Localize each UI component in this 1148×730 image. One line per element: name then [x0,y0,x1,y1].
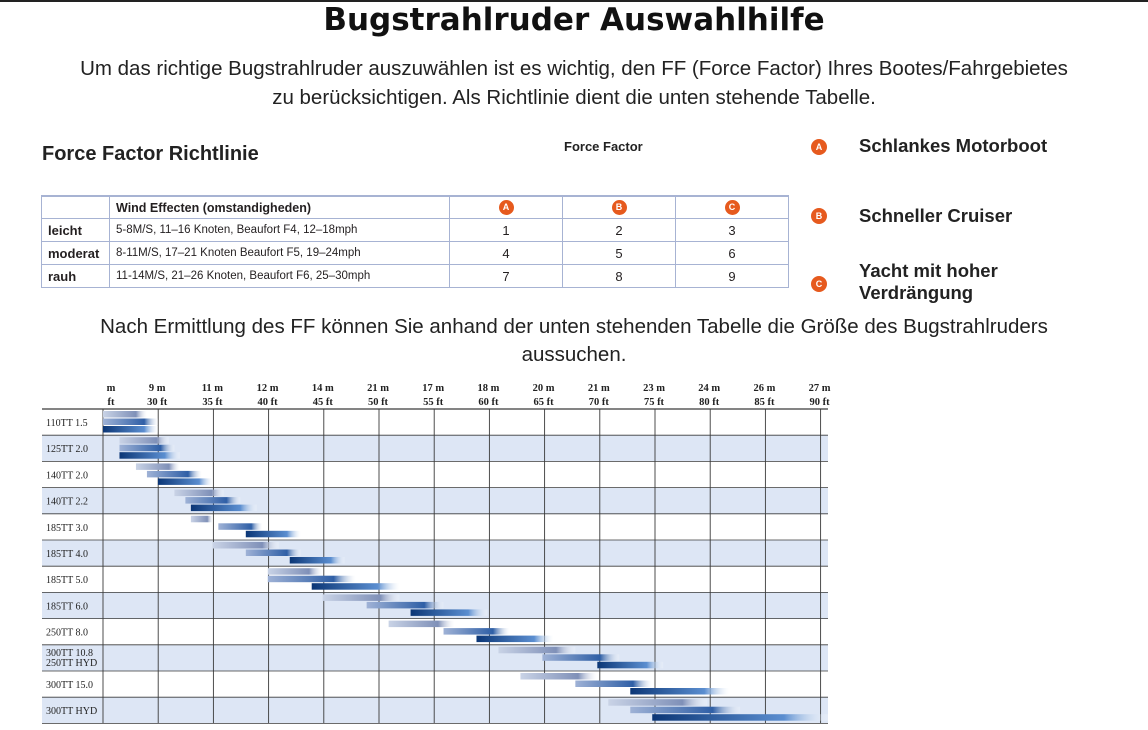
row-label: 185TT 6.0 [46,601,89,613]
row-label: 185TT 5.0 [46,575,89,587]
row-label: 125TT 2.0 [46,444,89,456]
column-header-ft: 30 ft [147,397,168,408]
ff-level: rauh [42,265,110,288]
column-header-ft: 40 ft [257,397,278,408]
column-header-ft: 45 ft [312,397,333,408]
range-bar [103,426,158,433]
range-bar [119,437,168,444]
row-label: 140TT 2.0 [46,470,89,482]
instructions-line-2: aussuchen. [521,343,627,366]
ff-value-b: 8 [563,265,676,288]
range-bar [608,699,707,706]
ff-value-a: 4 [450,242,563,265]
range-bar [630,688,729,695]
instructions-line-1: Nach Ermittlung des FF können Sie anhand der unten stehenden Tabelle die Größe des Bugstrahlruders [100,315,1048,338]
range-bar [246,550,301,557]
range-bar [246,531,301,538]
row-label: 110TT 1.5 [46,418,88,429]
column-header-m: 12 m [256,383,279,394]
ff-header-wind: Wind Effecten (omstandigheden) [110,196,450,219]
column-header-m: 23 m [643,383,665,394]
range-bar [389,621,455,628]
column-header-ft: 85 ft [754,397,775,408]
row-label: 300TT 15.0 [46,680,94,691]
intro-line-2: zu berücksichtigen. Als Richtlinie dient die unten stehende Tabelle. [272,86,876,109]
badge-b-icon: B [811,208,827,224]
range-bar [575,681,652,688]
range-bar [312,583,400,590]
row-label: 250TT HYD [46,657,98,669]
range-bar [630,707,740,714]
range-bar [542,654,619,661]
ff-value-c: 6 [676,242,789,265]
range-bar [498,647,575,654]
range-bar [476,636,553,643]
row-label: 250TT 8.0 [46,627,89,639]
range-bar [191,505,257,512]
ff-wind: 5-8M/S, 11–16 Knoten, Beaufort F4, 12–18mph [110,219,450,242]
row-label: 140TT 2.2 [46,496,89,508]
range-bar [520,673,597,680]
range-bar [185,497,240,504]
column-header-m: 18 m [477,383,500,394]
range-bar [268,568,323,575]
ff-value-b: 5 [563,242,676,265]
column-header-m: 27 m [808,383,831,394]
column-header-ft: 90 ft [809,397,830,408]
range-bar [652,714,828,721]
legend-label-a: Schlankes Motorboot [859,135,1048,156]
ff-value-a: 1 [450,219,563,242]
row-label: 185TT 4.0 [46,549,89,560]
badge-a-icon: A [811,139,827,155]
range-bar [597,662,663,669]
range-bar [191,516,213,523]
range-bar [103,411,147,418]
column-header-m: 9 m [148,383,166,394]
page-title: Bugstrahlruder Auswahlhilfe [323,2,825,38]
column-header-ft: 70 ft [588,397,609,408]
range-bar [174,490,223,497]
range-bar [268,576,356,583]
force-factor-label: Force Factor [564,139,643,154]
range-bar [444,628,510,635]
row-label: 300TT HYD [46,706,98,718]
column-header-m: 14 m [311,383,334,394]
badge-c-icon: C [725,200,740,215]
range-bar [213,542,279,549]
badge-c-icon: C [811,276,827,292]
column-header-m: 20 m [532,383,555,394]
row-label: 300TT 10.8 [46,647,94,659]
legend-label-b: Schneller Cruiser [859,205,1013,226]
ff-value-b: 2 [563,219,676,242]
ff-value-c: 9 [676,265,789,288]
range-bar [290,557,345,564]
ff-wind: 8-11M/S, 17–21 Knoten Beaufort F5, 19–24mph [110,242,450,265]
column-header-ft: ft [107,397,115,408]
ff-level: leicht [42,219,110,242]
column-header-ft: 60 ft [478,397,499,408]
range-bar [323,594,400,601]
legend-label-c: Yacht mit hoher Verdrängung [859,260,998,303]
column-header-ft: 80 ft [699,397,720,408]
column-header-m: m [106,383,116,394]
intro-line-1: Um das richtige Bugstrahlruder auszuwählen ist es wichtig, den FF (Force Factor) Ihres Bootes/Fahrgebietes [80,57,1068,80]
column-header-ft: 55 ft [423,397,444,408]
badge-a-icon: A [499,200,514,215]
column-header-ft: 50 ft [367,397,389,408]
column-header-ft: 75 ft [643,397,665,408]
ff-level: moderat [42,242,110,265]
ff-value-a: 7 [450,265,563,288]
range-bar [119,445,174,452]
force-factor-title: Force Factor Richtlinie [42,143,259,165]
column-header-m: 17 m [422,383,445,394]
range-bar [103,419,158,426]
range-bar [367,602,444,609]
badge-b-icon: B [612,200,627,215]
column-header-ft: 65 ft [533,397,554,408]
column-header-m: 11 m [201,383,224,394]
column-header-m: 21 m [587,383,610,394]
column-header-m: 21 m [367,383,389,394]
range-bar [136,463,180,470]
column-header-m: 26 m [753,383,776,394]
range-bar [218,523,262,530]
range-bar [119,452,179,459]
range-bar [158,478,213,485]
column-header-ft: 35 ft [202,397,223,408]
row-label: 185TT 3.0 [46,522,89,534]
column-header-m: 24 m [698,383,721,394]
ff-wind: 11-14M/S, 21–26 Knoten, Beaufort F6, 25–30mph [110,265,450,288]
range-bar [147,471,202,478]
ff-value-c: 3 [676,219,789,242]
range-bar [411,609,488,616]
